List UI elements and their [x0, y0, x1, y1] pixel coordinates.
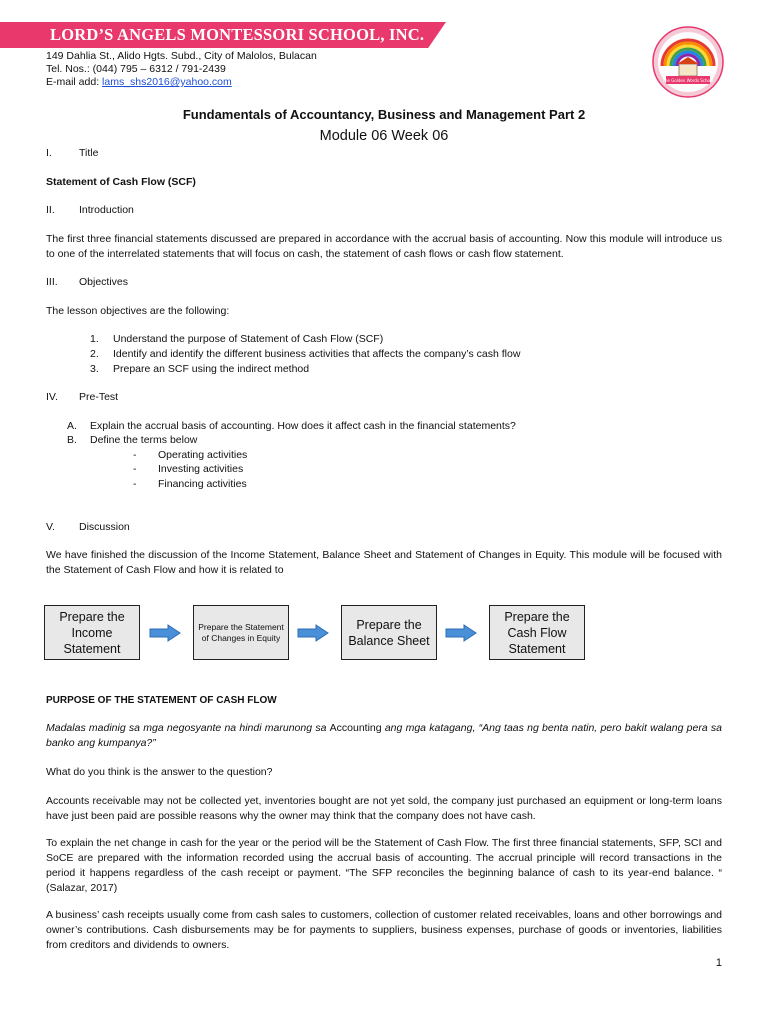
pretest-item: B. Define the terms below: [67, 434, 198, 446]
purpose-paragraph-2: To explain the net change in cash for the year or the period will be the Statement of Cash Flow. The first three financial statements, SFP, SCI and SoCE are prepared with the information recorded using the accrual basis of accounting. The accrual principle will record transactions in the period it happens regardless of the cash receipt or payment. “The SFP reconciles the beginning balance of cash to its year-end balance. “ (Salazar, 2017): [46, 837, 722, 894]
term-item: - Financing activities: [133, 478, 247, 490]
flow-step-cash-flow-statement: Prepare the Cash Flow Statement: [489, 605, 585, 660]
term-item: - Operating activities: [133, 449, 248, 461]
section-number: I.: [46, 147, 52, 159]
section-heading-discussion: Discussion: [79, 521, 130, 533]
section-number: II.: [46, 204, 55, 216]
list-item: 3. Prepare an SCF using the indirect method: [90, 363, 310, 375]
module-subtitle: Module 06 Week 06: [319, 128, 449, 144]
flow-arrow-icon: [445, 624, 477, 642]
address-line: 149 Dahlia St., Alido Hgts. Subd., City of Malolos, Bulacan: [46, 50, 317, 62]
question-text: What do you think is the answer to the question?: [46, 766, 273, 778]
document-title: Fundamentals of Accountancy, Business and Management Part 2: [182, 107, 586, 122]
list-item: 2. Identify and identify the different business activities that affects the company’s cash flow: [90, 348, 521, 360]
lesson-title: Statement of Cash Flow (SCF): [46, 176, 196, 188]
section-heading-title: Title: [79, 147, 99, 159]
school-logo-icon: [652, 26, 724, 98]
pretest-item: A. Explain the accrual basis of accounting. How does it affect cash in the financial statements?: [67, 420, 516, 432]
discussion-paragraph: We have finished the discussion of the Income Statement, Balance Sheet and Statement of Changes in Equity. This module will be focused with the Statement of Cash Flow and how it is related to: [46, 549, 722, 576]
flow-arrow-icon: [149, 624, 181, 642]
flow-step-changes-in-equity: Prepare the Statement of Changes in Equity: [193, 605, 289, 660]
email-link[interactable]: lams_shs2016@yahoo.com: [102, 76, 232, 88]
purpose-paragraph-3: A business’ cash receipts usually come from cash sales to customers, collection of customer related receivables, loans and other borrowings and owner’s contributions. Cash disbursements may be for payments to suppliers, business expenses, purchase of goods or inventories, liabilities from creditors and dividends to owners.: [46, 909, 722, 951]
flow-arrow-icon: [297, 624, 329, 642]
email-label: E-mail add:: [46, 76, 103, 88]
list-item: 1. Understand the purpose of Statement of Cash Flow (SCF): [90, 333, 384, 345]
objectives-lead: The lesson objectives are the following:: [46, 305, 230, 317]
flow-step-balance-sheet: Prepare the Balance Sheet: [341, 605, 437, 660]
section-heading-introduction: Introduction: [79, 204, 134, 216]
school-contact: [46, 50, 317, 89]
school-name: LORD’S ANGELS MONTESSORI SCHOOL, INC.: [50, 25, 425, 44]
section-number: III.: [46, 276, 58, 288]
flow-step-income-statement: Prepare the Income Statement: [44, 605, 140, 660]
page-number: 1: [715, 957, 722, 969]
section-number: IV.: [46, 391, 58, 403]
introduction-paragraph: The first three financial statements discussed are prepared in accordance with the accrual basis of accounting. Now this module will introduce us to one of the interrelated statements that will focus on cash, the statement of cash flows or cash flow statement.: [46, 233, 722, 260]
tagalog-quote: Madalas madinig sa mga negosyante na hindi marunong sa Accounting ang mga katagang, “Ang taas ng benta natin, pero bakit walang pera sa banko ang kumpanya?”: [46, 722, 722, 749]
purpose-paragraph-1: Accounts receivable may not be collected yet, inventories bought are not yet sold, the company just purchased an equipment or long-term loans have just been paid are possible reasons why the owner may think that the company does not have cash.: [46, 795, 722, 822]
objectives-list: [90, 332, 520, 377]
telephone-line: Tel. Nos.: (044) 795 – 6312 / 791-2439: [46, 63, 226, 75]
section-heading-objectives: Objectives: [79, 276, 129, 288]
section-heading-pretest: Pre-Test: [79, 391, 119, 403]
email-line: [46, 76, 317, 89]
term-item: - Investing activities: [133, 463, 244, 475]
purpose-heading: PURPOSE OF THE STATEMENT OF CASH FLOW: [46, 695, 277, 706]
logo-caption: The Golden Words School: [662, 78, 714, 83]
section-number: V.: [46, 521, 55, 533]
